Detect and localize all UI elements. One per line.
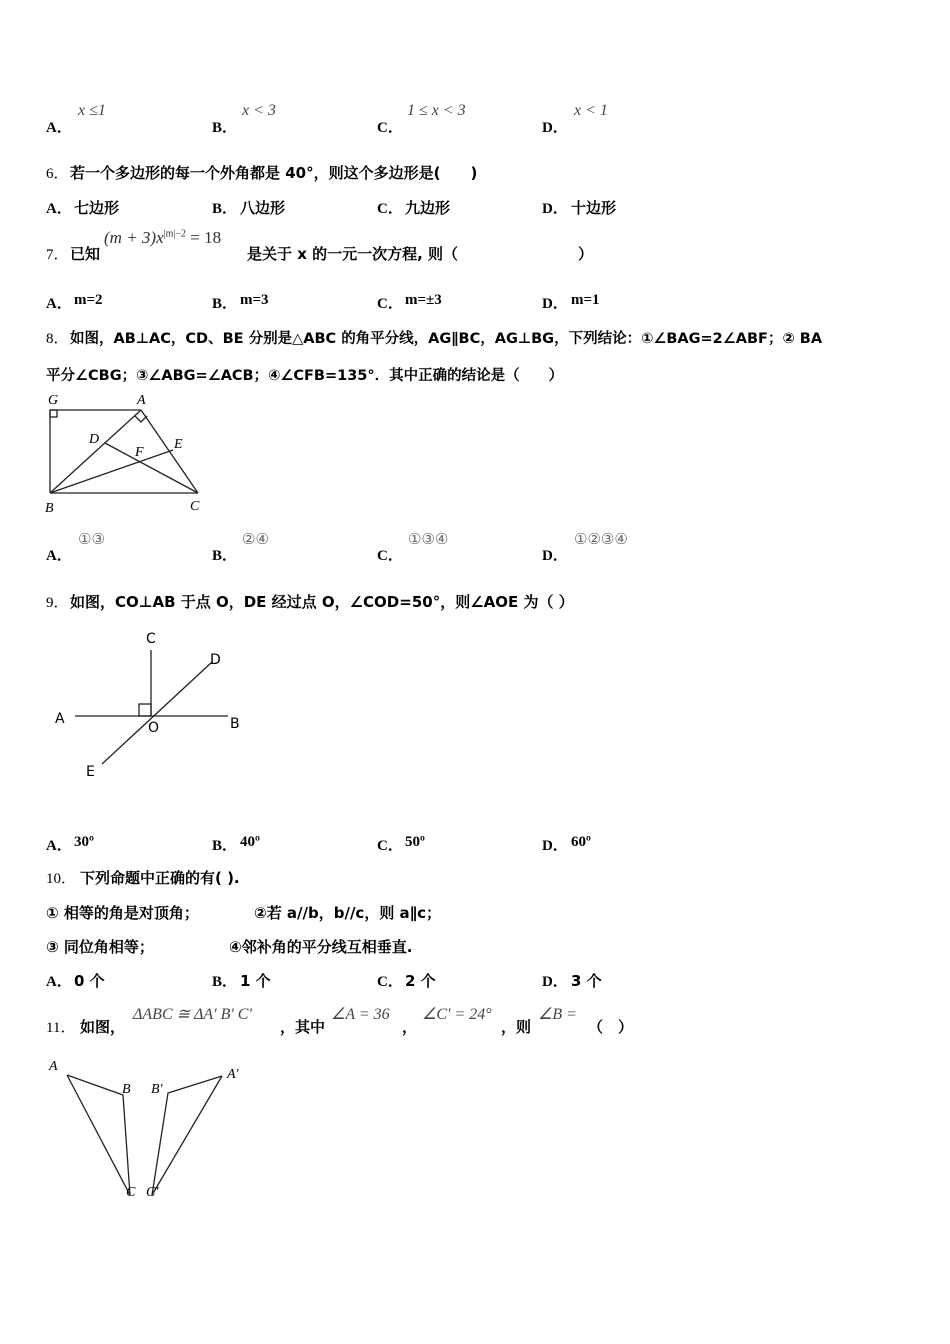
q6-option-d-value: 十边形 bbox=[571, 199, 617, 217]
q8-line-ba bbox=[50, 410, 141, 493]
q10-option-b-label: B． bbox=[212, 974, 238, 990]
q6-option-a-value: 七边形 bbox=[74, 199, 120, 217]
q9-option-d-value: 60º bbox=[571, 834, 591, 850]
q10-statement-3: ③ 同位角相等； bbox=[46, 938, 154, 956]
q8-option-d-value: ①②③④ bbox=[574, 530, 628, 548]
q8-figure bbox=[40, 388, 220, 518]
q7-prefix: 已知 bbox=[70, 245, 101, 263]
q5-option-d-label: D． bbox=[542, 120, 568, 136]
q10-option-d-value: 3 个 bbox=[571, 972, 602, 990]
q9-line-de bbox=[102, 662, 212, 764]
q7-number: 7． bbox=[46, 247, 69, 263]
q6-option-d-label: D． bbox=[542, 201, 568, 217]
q8-line1: 如图，AB⊥AC，CD、BE 分别是△ABC 的角平分线，AG∥BC，AG⊥BG，下列结论：①∠BAG=2∠ABF；② BA bbox=[70, 331, 823, 347]
q6-option-b-value: 八边形 bbox=[240, 199, 286, 217]
q7-formula-rhs: = 18 bbox=[186, 228, 222, 247]
q9-option-b-value: 40º bbox=[240, 834, 260, 850]
q9-label-e: E bbox=[86, 764, 95, 780]
q8-option-b-value: ②④ bbox=[242, 530, 269, 548]
q11-triangle-abc bbox=[67, 1075, 130, 1195]
q10-option-d-label: D． bbox=[542, 974, 568, 990]
q11-formula-congruent: ΔABC ≅ ΔA' B' C' bbox=[133, 1006, 252, 1023]
q10-option-a-value: 0 个 bbox=[74, 972, 105, 990]
q9-option-b-label: B． bbox=[212, 838, 238, 854]
q9-option-a-label: A． bbox=[46, 838, 72, 854]
q9-figure bbox=[50, 626, 250, 786]
q8-label-d: D bbox=[89, 432, 100, 447]
q11-mid2: ， bbox=[402, 1018, 418, 1036]
q10-number: 10． bbox=[46, 871, 77, 887]
q6-option-a-label: A． bbox=[46, 201, 72, 217]
q8-option-b-label: B． bbox=[212, 548, 238, 564]
q9-right-angle bbox=[139, 704, 151, 716]
q8-option-a-label: A． bbox=[46, 548, 72, 564]
q10-option-c-label: C． bbox=[377, 974, 403, 990]
q7-option-b-label: B． bbox=[212, 296, 238, 312]
q7-option-c-value: m=±3 bbox=[405, 292, 442, 308]
q7-option-b-value: m=3 bbox=[240, 292, 269, 308]
q7-formula bbox=[104, 228, 221, 248]
q5-option-a-value: x ≤1 bbox=[78, 102, 106, 119]
q6-number: 6． bbox=[46, 166, 69, 182]
q8-label-b: B bbox=[45, 501, 54, 516]
q5-option-c-value: 1 ≤ x < 3 bbox=[407, 102, 466, 119]
q9-label-o: O bbox=[148, 720, 160, 736]
q8-number: 8． bbox=[46, 331, 69, 347]
q7-option-a-value: m=2 bbox=[74, 292, 103, 308]
q9-label-d: D bbox=[210, 652, 221, 668]
q10-option-c-value: 2 个 bbox=[405, 972, 436, 990]
q8-label-a: A bbox=[137, 393, 146, 408]
q6-text: 若一个多边形的每一个外角都是 40°，则这个多边形是( ) bbox=[70, 164, 478, 182]
q11-label-b: B bbox=[122, 1082, 131, 1097]
q8-option-d-label: D． bbox=[542, 548, 568, 564]
q5-option-d-value: x < 1 bbox=[574, 102, 608, 119]
q11-suffix: （ ） bbox=[588, 1018, 634, 1036]
q8-label-e: E bbox=[174, 437, 183, 452]
q11-formula-angle-a: ∠A = 36 bbox=[331, 1006, 390, 1023]
q7-formula-base: (m + 3)x bbox=[104, 228, 164, 247]
q10-statement-4: ④邻补角的平分线互相垂直. bbox=[229, 938, 413, 956]
q9-label-a: A bbox=[55, 711, 65, 727]
q7-suffix: 是关于 x 的一元一次方程, 则（ ） bbox=[247, 245, 594, 263]
q6-option-b-label: B． bbox=[212, 201, 238, 217]
q8-option-a-value: ①③ bbox=[78, 530, 105, 548]
q7-option-c-label: C． bbox=[377, 296, 403, 312]
q9-option-a-value: 30º bbox=[74, 834, 94, 850]
q8-line-cd bbox=[105, 443, 198, 493]
q9-option-c-value: 50º bbox=[405, 834, 425, 850]
q6-option-c-value: 九边形 bbox=[405, 199, 451, 217]
q8-option-c-label: C． bbox=[377, 548, 403, 564]
q11-label-a: A bbox=[49, 1059, 58, 1074]
q8-line-be bbox=[50, 450, 173, 493]
q7-option-d-label: D． bbox=[542, 296, 568, 312]
q9-label-b: B bbox=[230, 716, 240, 732]
q10-text: 下列命题中正确的有( ). bbox=[80, 869, 240, 887]
q6-option-c-label: C． bbox=[377, 201, 403, 217]
q10-statement-1: ① 相等的角是对顶角； bbox=[46, 904, 199, 922]
q11-label-c-prime: C′ bbox=[146, 1185, 159, 1200]
q7-option-d-value: m=1 bbox=[571, 292, 600, 308]
q11-label-a-prime: A′ bbox=[227, 1067, 239, 1082]
q5-option-b-value: x < 3 bbox=[242, 102, 276, 119]
q5-option-c-label: C． bbox=[377, 120, 403, 136]
q9-option-d-label: D． bbox=[542, 838, 568, 854]
q8-line2: 平分∠CBG；③∠ABG=∠ACB；④∠CFB=135°．其中正确的结论是（ ） bbox=[46, 368, 564, 384]
q7-formula-exp: |m|−2 bbox=[163, 228, 187, 240]
q8-right-angle-a bbox=[135, 416, 147, 422]
q8-label-g: G bbox=[48, 393, 59, 408]
q8-label-f: F bbox=[135, 445, 144, 460]
q7-option-a-label: A． bbox=[46, 296, 72, 312]
q9-option-c-label: C． bbox=[377, 838, 403, 854]
q11-mid1: ，其中 bbox=[280, 1018, 326, 1036]
q11-label-c: C bbox=[126, 1185, 136, 1200]
q9-number: 9． bbox=[46, 595, 69, 611]
q11-figure bbox=[40, 1050, 260, 1210]
q11-mid3: ，则 bbox=[501, 1018, 532, 1036]
q5-option-a-label: A． bbox=[46, 120, 72, 136]
q10-option-a-label: A． bbox=[46, 974, 72, 990]
q8-label-c: C bbox=[190, 499, 200, 514]
q11-number: 11． bbox=[46, 1020, 76, 1036]
q11-formula-angle-b: ∠B = bbox=[538, 1006, 577, 1023]
q8-right-angle-g bbox=[50, 410, 57, 417]
q9-text: 如图，CO⊥AB 于点 O，DE 经过点 O，∠COD=50°，则∠AOE 为（ ） bbox=[70, 593, 574, 611]
q5-option-b-label: B． bbox=[212, 120, 238, 136]
q10-statement-2: ②若 a//b，b//c，则 a∥c； bbox=[254, 904, 442, 922]
q8-option-c-value: ①③④ bbox=[408, 530, 449, 548]
q10-option-b-value: 1 个 bbox=[240, 972, 271, 990]
q11-prefix: 如图， bbox=[80, 1018, 126, 1036]
q11-label-b-prime: B′ bbox=[151, 1082, 163, 1097]
q9-label-c: C bbox=[146, 631, 156, 647]
q11-formula-angle-c: ∠C' = 24° bbox=[422, 1006, 492, 1023]
